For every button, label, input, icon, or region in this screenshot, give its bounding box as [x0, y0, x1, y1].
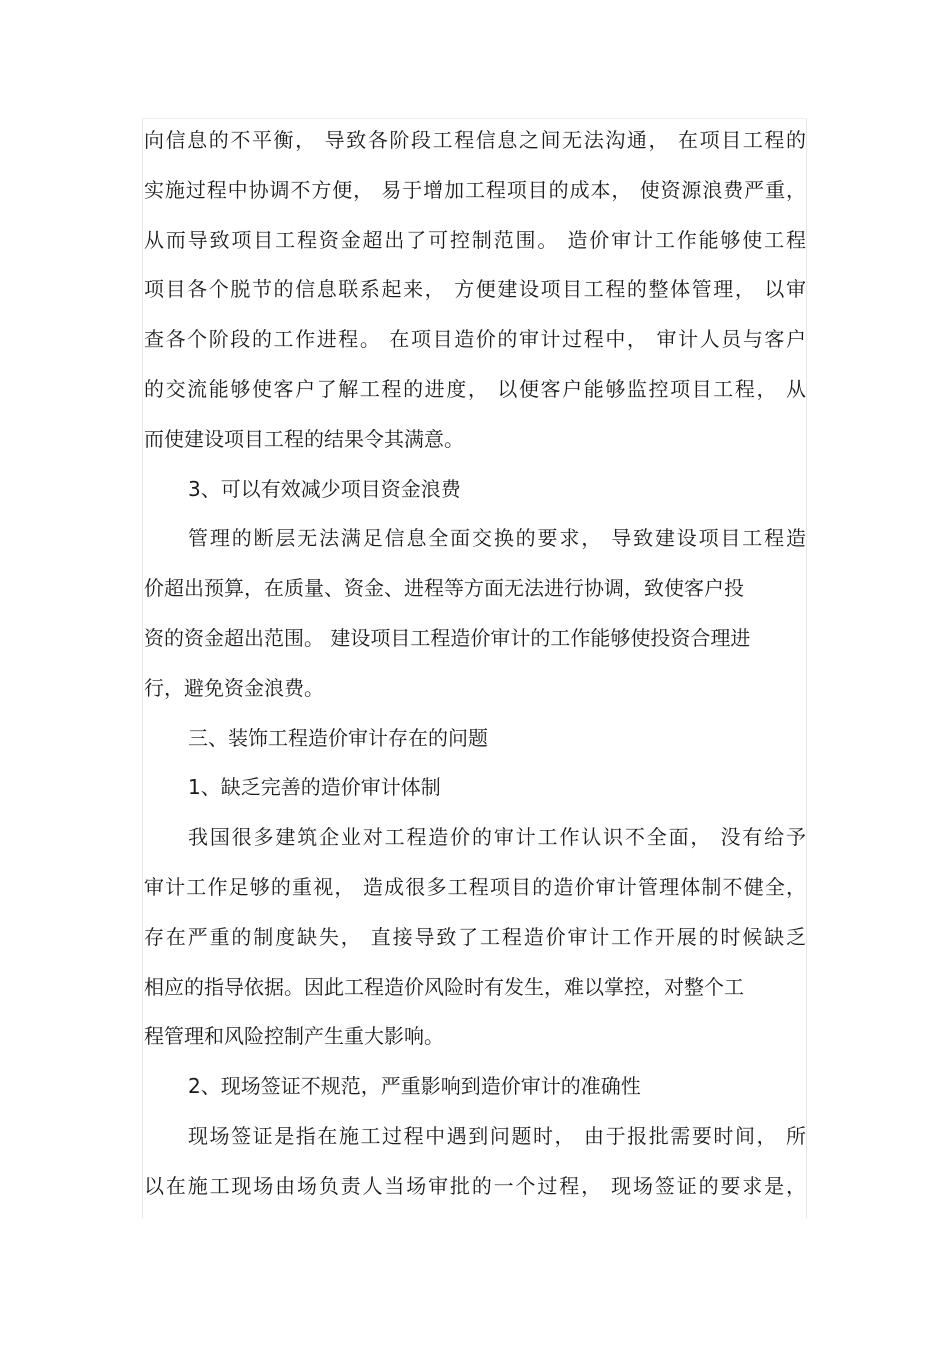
text-line: 现场签证是指在施工过程中遇到问题时， 由于报批需要时间， 所 — [188, 1123, 806, 1148]
text-line: 价超出预算，在质量、资金、进程等方面无法进行协调，致使客户投 — [144, 576, 744, 601]
text-line: 3、可以有效减少项目资金浪费 — [188, 476, 461, 501]
text-line: 的交流能够使客户了解工程的进度， 以便客户能够监控项目工程， 从 — [144, 376, 806, 401]
text-line: 实施过程中协调不方便， 易于增加工程项目的成本， 使资源浪费严重， — [144, 177, 806, 202]
text-line: 2、现场签证不规范，严重影响到造价审计的准确性 — [188, 1074, 641, 1099]
text-line: 从而导致项目工程资金超出了可控制范围。 造价审计工作能够使工程 — [144, 227, 806, 252]
text-line: 三、装饰工程造价审计存在的问题 — [188, 725, 488, 750]
text-line: 存在严重的制度缺失， 直接导致了工程造价审计工作开展的时候缺乏 — [144, 924, 806, 949]
text-line: 审计工作足够的重视， 造成很多工程项目的造价审计管理体制不健全， — [144, 874, 806, 899]
text-line: 行，避免资金浪费。 — [144, 675, 324, 700]
text-line: 查各个阶段的工作进程。 在项目造价的审计过程中， 审计人员与客户 — [144, 327, 806, 352]
document-body — [144, 116, 806, 1212]
text-line: 程管理和风险控制产生重大影响。 — [144, 1024, 444, 1049]
text-line: 管理的断层无法满足信息全面交换的要求， 导致建设项目工程造 — [188, 526, 806, 551]
text-line: 项目各个脱节的信息联系起来， 方便建设项目工程的整体管理， 以审 — [144, 277, 806, 302]
text-line: 资的资金超出范围。 建设项目工程造价审计的工作能够使投资合理进 — [144, 625, 751, 650]
text-line: 相应的指导依据。因此工程造价风险时有发生，难以掌控，对整个工 — [144, 974, 744, 999]
text-line: 而使建设项目工程的结果令其满意。 — [144, 426, 464, 451]
text-line: 向信息的不平衡， 导致各阶段工程信息之间无法沟通， 在项目工程的 — [144, 128, 806, 152]
text-line: 以在施工现场由场负责人当场审批的一个过程， 现场签证的要求是， — [144, 1173, 806, 1198]
text-line: 1、缺乏完善的造价审计体制 — [188, 775, 441, 800]
text-line: 我国很多建筑企业对工程造价的审计工作认识不全面， 没有给予 — [188, 825, 806, 850]
